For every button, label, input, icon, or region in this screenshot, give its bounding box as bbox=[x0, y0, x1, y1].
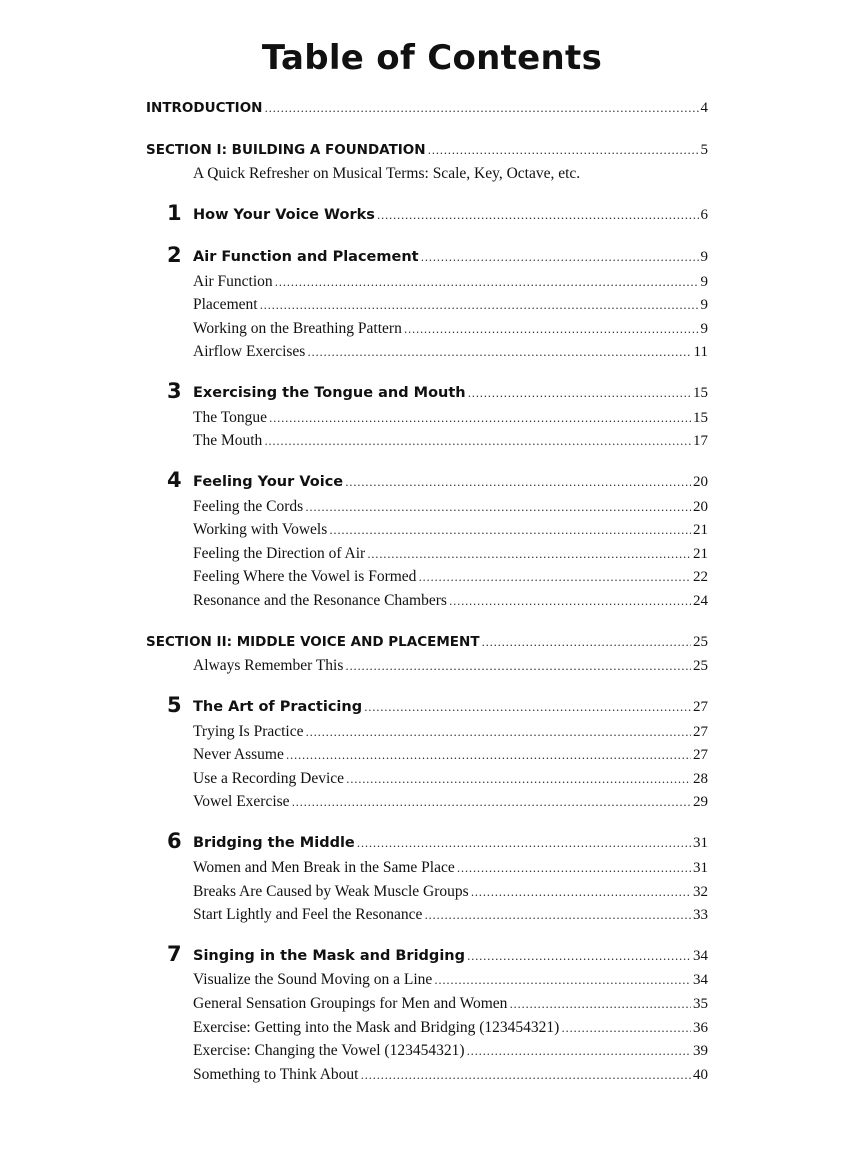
toc-subentry[interactable] bbox=[0, 906, 864, 924]
toc-subentry[interactable] bbox=[0, 165, 864, 183]
dot-leader bbox=[260, 299, 699, 312]
entry-label: Exercising the Tongue and Mouth bbox=[193, 385, 466, 401]
page-number: 15 bbox=[693, 385, 708, 401]
entry-label: Airflow Exercises bbox=[193, 343, 306, 360]
page-number: 15 bbox=[693, 410, 708, 426]
toc-chapter-entry[interactable] bbox=[0, 468, 864, 492]
toc-chapter-entry[interactable] bbox=[0, 201, 864, 225]
dot-leader bbox=[305, 501, 691, 514]
dot-leader bbox=[307, 346, 691, 359]
page-number: 39 bbox=[693, 1043, 708, 1059]
dot-leader bbox=[367, 548, 691, 561]
dot-leader bbox=[329, 524, 691, 537]
page-number: 34 bbox=[693, 948, 708, 964]
page-number: 9 bbox=[700, 249, 708, 265]
entry-label: The Art of Practicing bbox=[193, 699, 363, 715]
chapter-number: 5 bbox=[167, 693, 182, 717]
dot-leader bbox=[377, 209, 699, 222]
chapter-number: 4 bbox=[167, 468, 182, 492]
toc-subentry[interactable] bbox=[0, 409, 864, 427]
entry-label: Start Lightly and Feel the Resonance bbox=[193, 906, 423, 923]
toc-subentry[interactable] bbox=[0, 770, 864, 788]
dot-leader bbox=[357, 837, 691, 850]
entry-label: The Tongue bbox=[193, 409, 267, 426]
page-number: 25 bbox=[693, 634, 708, 650]
page-number: 29 bbox=[693, 794, 708, 810]
toc-section-entry[interactable] bbox=[0, 634, 864, 651]
dot-leader bbox=[346, 773, 691, 786]
dot-leader bbox=[457, 862, 691, 875]
toc-subentry[interactable] bbox=[0, 971, 864, 989]
entry-label: Feeling the Direction of Air bbox=[193, 545, 366, 562]
dot-leader bbox=[306, 726, 692, 739]
toc-subentry[interactable] bbox=[0, 343, 864, 361]
entry-label: Working with Vowels bbox=[193, 521, 328, 538]
page-number: 20 bbox=[693, 474, 708, 490]
page-number: 9 bbox=[700, 321, 708, 337]
entry-label: SECTION I: BUILDING A FOUNDATION bbox=[146, 142, 426, 158]
chapter-number: 7 bbox=[167, 942, 182, 966]
toc-chapter-entry[interactable] bbox=[0, 379, 864, 403]
page-number: 5 bbox=[700, 142, 708, 158]
page-number: 9 bbox=[700, 274, 708, 290]
entry-label: Something to Think About bbox=[193, 1066, 359, 1083]
chapter-number: 1 bbox=[167, 201, 182, 225]
toc-subentry[interactable] bbox=[0, 296, 864, 314]
entry-label: Singing in the Mask and Bridging bbox=[193, 948, 465, 964]
toc-subentry[interactable] bbox=[0, 592, 864, 610]
entry-label: Exercise: Changing the Vowel (123454321) bbox=[193, 1042, 465, 1059]
page-number: 27 bbox=[693, 699, 708, 715]
entry-label: Placement bbox=[193, 296, 258, 313]
dot-leader bbox=[264, 102, 698, 115]
toc-subentry[interactable] bbox=[0, 1066, 864, 1084]
page-number: 27 bbox=[693, 724, 708, 740]
page-title: Table of Contents bbox=[261, 38, 603, 78]
dot-leader bbox=[509, 998, 691, 1011]
toc-subentry[interactable] bbox=[0, 498, 864, 516]
dot-leader bbox=[364, 701, 691, 714]
toc-subentry[interactable] bbox=[0, 273, 864, 291]
entry-label: Trying Is Practice bbox=[193, 723, 304, 740]
dot-leader bbox=[467, 950, 691, 963]
page-number: 22 bbox=[693, 569, 708, 585]
dot-leader bbox=[345, 476, 691, 489]
entry-label: Breaks Are Caused by Weak Muscle Groups bbox=[193, 883, 469, 900]
page-number: 40 bbox=[693, 1067, 708, 1083]
toc-subentry[interactable] bbox=[0, 320, 864, 338]
entry-label: Women and Men Break in the Same Place bbox=[193, 859, 455, 876]
dot-leader bbox=[404, 323, 699, 336]
entry-label: How Your Voice Works bbox=[193, 207, 375, 223]
page-number: 31 bbox=[693, 860, 708, 876]
toc-subentry[interactable] bbox=[0, 521, 864, 539]
toc-section-entry[interactable] bbox=[0, 100, 864, 117]
toc-subentry[interactable] bbox=[0, 995, 864, 1013]
page-number: 35 bbox=[693, 996, 708, 1012]
entry-label: General Sensation Groupings for Men and Women bbox=[193, 995, 508, 1012]
page-number: 21 bbox=[693, 522, 708, 538]
toc-chapter-entry[interactable] bbox=[0, 829, 864, 853]
page-number: 34 bbox=[693, 972, 708, 988]
page-number: 24 bbox=[693, 593, 708, 609]
page-number: 25 bbox=[693, 658, 708, 674]
entry-label: Visualize the Sound Moving on a Line bbox=[193, 971, 433, 988]
entry-label: Vowel Exercise bbox=[193, 793, 290, 810]
entry-label: Feeling the Cords bbox=[193, 498, 304, 515]
page-number: 36 bbox=[693, 1020, 708, 1036]
entry-label: Feeling Where the Vowel is Formed bbox=[193, 568, 417, 585]
dot-leader bbox=[424, 909, 691, 922]
page-number: 21 bbox=[693, 546, 708, 562]
toc-chapter-entry[interactable] bbox=[0, 693, 864, 717]
dot-leader bbox=[467, 1045, 692, 1058]
chapter-number: 2 bbox=[167, 243, 182, 267]
toc-chapter-entry[interactable] bbox=[0, 243, 864, 267]
dot-leader bbox=[421, 251, 699, 264]
dot-leader bbox=[482, 636, 691, 649]
toc-subentry[interactable] bbox=[0, 432, 864, 450]
page-number: 20 bbox=[693, 499, 708, 515]
page-number: 28 bbox=[693, 771, 708, 787]
toc-chapter-entry[interactable] bbox=[0, 942, 864, 966]
entry-label: INTRODUCTION bbox=[146, 100, 263, 116]
toc-subentry[interactable] bbox=[0, 859, 864, 877]
dot-leader bbox=[286, 749, 691, 762]
entry-label: The Mouth bbox=[193, 432, 263, 449]
dot-leader bbox=[345, 660, 691, 673]
page-number: 32 bbox=[693, 884, 708, 900]
entry-label: Never Assume bbox=[193, 746, 284, 763]
entry-label: Working on the Breathing Pattern bbox=[193, 320, 402, 337]
dot-leader bbox=[428, 144, 699, 157]
entry-label: Always Remember This bbox=[193, 657, 344, 674]
entry-label: Exercise: Getting into the Mask and Bridging (123454321) bbox=[193, 1019, 560, 1036]
toc-section-entry[interactable] bbox=[0, 142, 864, 159]
dot-leader bbox=[449, 595, 691, 608]
dot-leader bbox=[434, 974, 691, 987]
page-number: 4 bbox=[700, 100, 708, 116]
dot-leader bbox=[269, 412, 691, 425]
entry-label: Use a Recording Device bbox=[193, 770, 345, 787]
toc-subentry[interactable] bbox=[0, 1019, 864, 1037]
page-number: 33 bbox=[693, 907, 708, 923]
entry-label: Air Function and Placement bbox=[193, 249, 419, 265]
toc-subentry[interactable] bbox=[0, 657, 864, 675]
chapter-number: 6 bbox=[167, 829, 182, 853]
dot-leader bbox=[264, 435, 691, 448]
toc-subentry[interactable] bbox=[0, 723, 864, 741]
entry-label: SECTION II: MIDDLE VOICE AND PLACEMENT bbox=[146, 634, 480, 650]
toc-subentry[interactable] bbox=[0, 883, 864, 901]
dot-leader bbox=[418, 571, 691, 584]
toc-subentry[interactable] bbox=[0, 545, 864, 563]
dot-leader bbox=[468, 387, 691, 400]
toc-subentry[interactable] bbox=[0, 793, 864, 811]
entry-label: Bridging the Middle bbox=[193, 835, 355, 851]
entry-label: Feeling Your Voice bbox=[193, 474, 344, 490]
page-number: 31 bbox=[693, 835, 708, 851]
dot-leader bbox=[361, 1069, 692, 1082]
dot-leader bbox=[561, 1022, 691, 1035]
page-number: 17 bbox=[693, 433, 708, 449]
toc-subentry[interactable] bbox=[0, 568, 864, 586]
page-number: 9 bbox=[700, 297, 708, 313]
page-number: 11 bbox=[693, 344, 708, 360]
chapter-number: 3 bbox=[167, 379, 182, 403]
entry-label: Resonance and the Resonance Chambers bbox=[193, 592, 447, 609]
dot-leader bbox=[292, 796, 691, 809]
dot-leader bbox=[275, 276, 699, 289]
page-number: 6 bbox=[700, 207, 708, 223]
dot-leader bbox=[471, 886, 691, 899]
toc-subentry[interactable] bbox=[0, 746, 864, 764]
toc-subentry[interactable] bbox=[0, 1042, 864, 1060]
entry-label: A Quick Refresher on Musical Terms: Scale, Key, Octave, etc. bbox=[193, 165, 581, 182]
page-number: 27 bbox=[693, 747, 708, 763]
entry-label: Air Function bbox=[193, 273, 273, 290]
